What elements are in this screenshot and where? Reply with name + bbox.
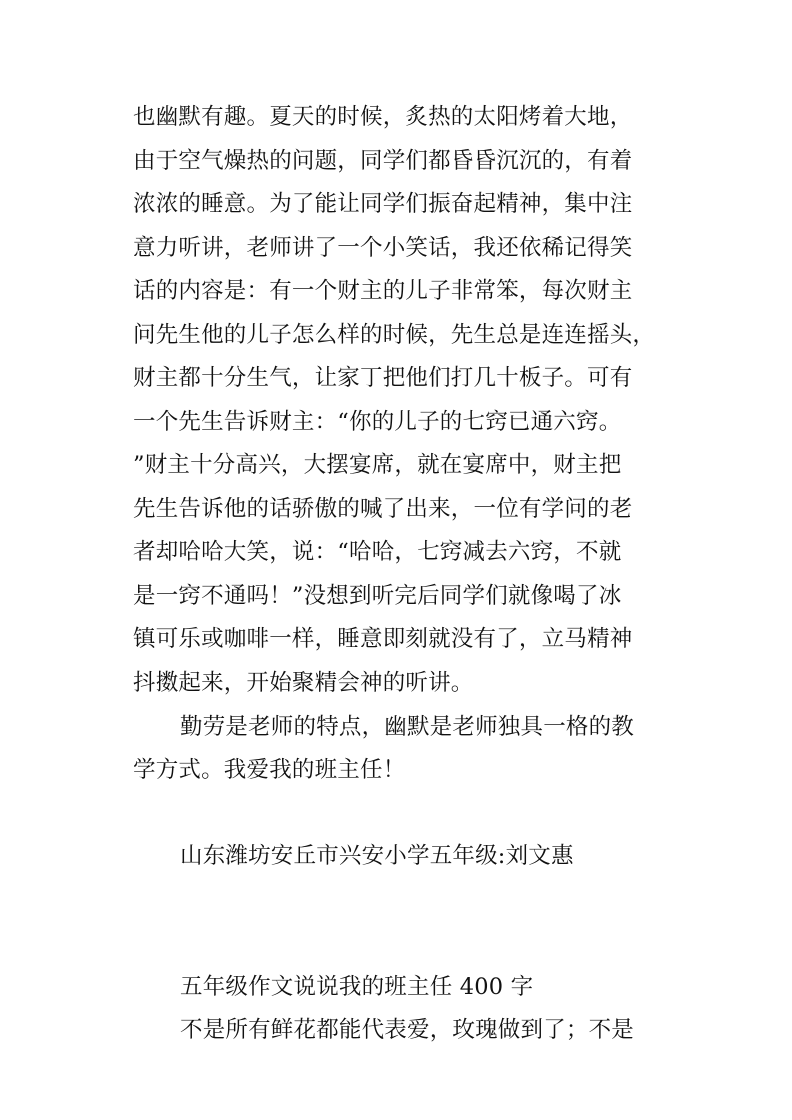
paragraph-first-line: 勤劳是老师的特点，幽默是老师独具一格的教 <box>180 714 635 740</box>
article-title: 五年级作文说说我的班主任 400 字 <box>180 974 534 1000</box>
text-line: 者却哈哈大笑，说：“哈哈，七窍减去六窍，不就 <box>133 539 622 565</box>
author-line: 山东潍坊安丘市兴安小学五年级:刘文惠 <box>180 843 574 869</box>
text-line: 学方式。我爱我的班主任！ <box>133 757 406 783</box>
text-line: 一个先生告诉财主：“你的儿子的七窍已通六窍。 <box>133 409 622 435</box>
text-line: 是一窍不通吗！”没想到听完后同学们就像喝了冰 <box>133 583 622 609</box>
text-line: 也幽默有趣。夏天的时候，炙热的太阳烤着大地， <box>133 104 633 130</box>
paragraph-first-line: 不是所有鲜花都能代表爱，玫瑰做到了；不是 <box>180 1017 635 1043</box>
text-line: ”财主十分高兴，大摆宴席，就在宴席中，财主把 <box>133 452 622 478</box>
text-line: 抖擞起来，开始聚精会神的听讲。 <box>133 670 474 696</box>
text-line: 由于空气燥热的问题，同学们都昏昏沉沉的，有着 <box>133 148 633 174</box>
text-line: 话的内容是：有一个财主的儿子非常笨，每次财主 <box>133 278 633 304</box>
text-line: 先生告诉他的话骄傲的喊了出来，一位有学问的老 <box>133 496 633 522</box>
text-line: 问先生他的儿子怎么样的时候，先生总是连连摇头， <box>133 322 656 348</box>
text-line: 浓浓的睡意。为了能让同学们振奋起精神，集中注 <box>133 191 633 217</box>
text-line: 意力听讲，老师讲了一个小笑话，我还依稀记得笑 <box>133 235 633 261</box>
text-line: 镇可乐或咖啡一样，睡意即刻就没有了，立马精神 <box>133 626 633 652</box>
text-line: 财主都十分生气，让家丁把他们打几十板子。可有 <box>133 365 633 391</box>
